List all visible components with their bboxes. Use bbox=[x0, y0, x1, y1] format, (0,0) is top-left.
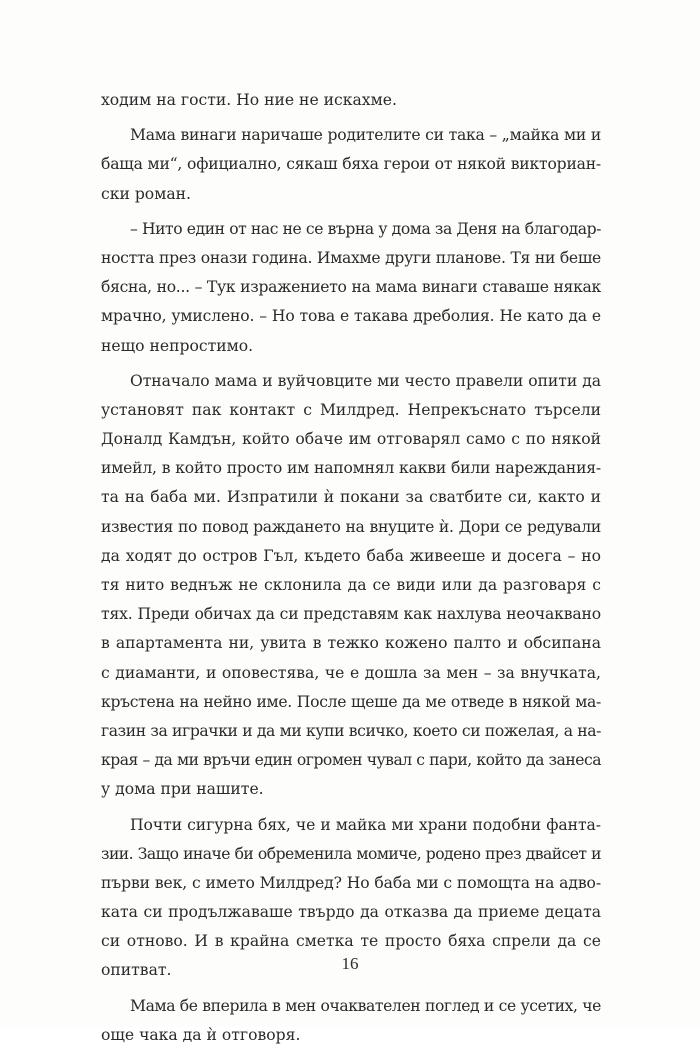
paragraph bbox=[101, 121, 601, 209]
text-line: първи век, с името Милдред? Но баба ми с помощта на адво- bbox=[101, 873, 601, 892]
text-line: Доналд Камдън, който обаче им отговарял само с по някой bbox=[101, 430, 601, 449]
text-line: в апартамента ни, увита в тежко кожено палто и обсипана bbox=[101, 634, 601, 653]
text-line: тя нито веднъж не склонила да се види или да разговаря с bbox=[101, 576, 601, 594]
text-line: си отново. И в крайна сметка те просто бяха спрели да се bbox=[101, 932, 601, 951]
text-line: с диаманти, и оповестява, че е дошла за мен – за внучката, bbox=[101, 663, 601, 682]
text-line: баща ми“, официално, сякаш бяха герои от някой викториан- bbox=[101, 155, 601, 174]
page-number: 16 bbox=[341, 954, 359, 973]
text-line: ката си продължаваше твърдо да отказва да приеме децата bbox=[101, 903, 601, 922]
paragraph bbox=[101, 367, 601, 805]
text-line: опитват. bbox=[101, 961, 172, 980]
text-line: ски роман. bbox=[101, 184, 191, 203]
paragraph bbox=[101, 992, 601, 1050]
text-line: края – да ми връчи един огромен чувал с пари, който да занеса bbox=[101, 751, 601, 770]
text-line: установят пак контакт с Милдред. Непрекъснато търсели bbox=[101, 400, 601, 419]
body-text bbox=[101, 86, 601, 1056]
text-line: имейл, в който просто им напомнял какви били нареждания- bbox=[101, 459, 601, 478]
text-line: Мама винаги наричаше родителите си така – „майка ми и bbox=[130, 126, 601, 145]
paragraph bbox=[101, 86, 601, 115]
paragraph bbox=[101, 215, 601, 361]
text-line: Почти сигурна бях, че и майка ми храни подобни фанта- bbox=[130, 815, 601, 834]
text-line: нещо непростимо. bbox=[101, 336, 254, 355]
text-line: Мама бе вперила в мен очаквателен поглед и се усетих, че bbox=[130, 996, 601, 1015]
text-line: тях. Преди обичах да си представям как нахлува неочаквано bbox=[101, 605, 601, 624]
text-line: да ходят до остров Гъл, където баба живееше и досега – но bbox=[101, 546, 601, 565]
text-line: мрачно, умислено. – Но това е такава дреболия. Не като да е bbox=[101, 307, 601, 326]
text-line: зии. Защо иначе би обременила момиче, родено през двайсет и bbox=[101, 844, 601, 863]
text-line: бясна, но... – Тук изражението на мама винаги ставаше някак bbox=[101, 278, 601, 297]
text-line: Отначало мама и вуйчовците ми често правели опити да bbox=[130, 371, 601, 390]
text-line: у дома при нашите. bbox=[101, 780, 264, 799]
text-line: – Нито един от нас не се върна у дома за Деня на благодар- bbox=[130, 219, 601, 238]
text-line: кръстена на нейно име. После щеше да ме отведе в някой ма- bbox=[101, 692, 601, 711]
text-line: още чака да ѝ отговоря. bbox=[101, 1025, 301, 1044]
text-line: известия по повод раждането на внуците ѝ. Дори се редували bbox=[101, 517, 601, 536]
text-line: ността през онази година. Имахме други планове. Тя ни беше bbox=[101, 248, 601, 267]
text-line: ходим на гости. Но ние не искахме. bbox=[101, 91, 397, 109]
text-line: та на баба ми. Изпратили ѝ покани за сватбите си, както и bbox=[101, 488, 601, 507]
text-line: газин за играчки и да ми купи всичко, което си пожелая, а на- bbox=[101, 721, 601, 740]
